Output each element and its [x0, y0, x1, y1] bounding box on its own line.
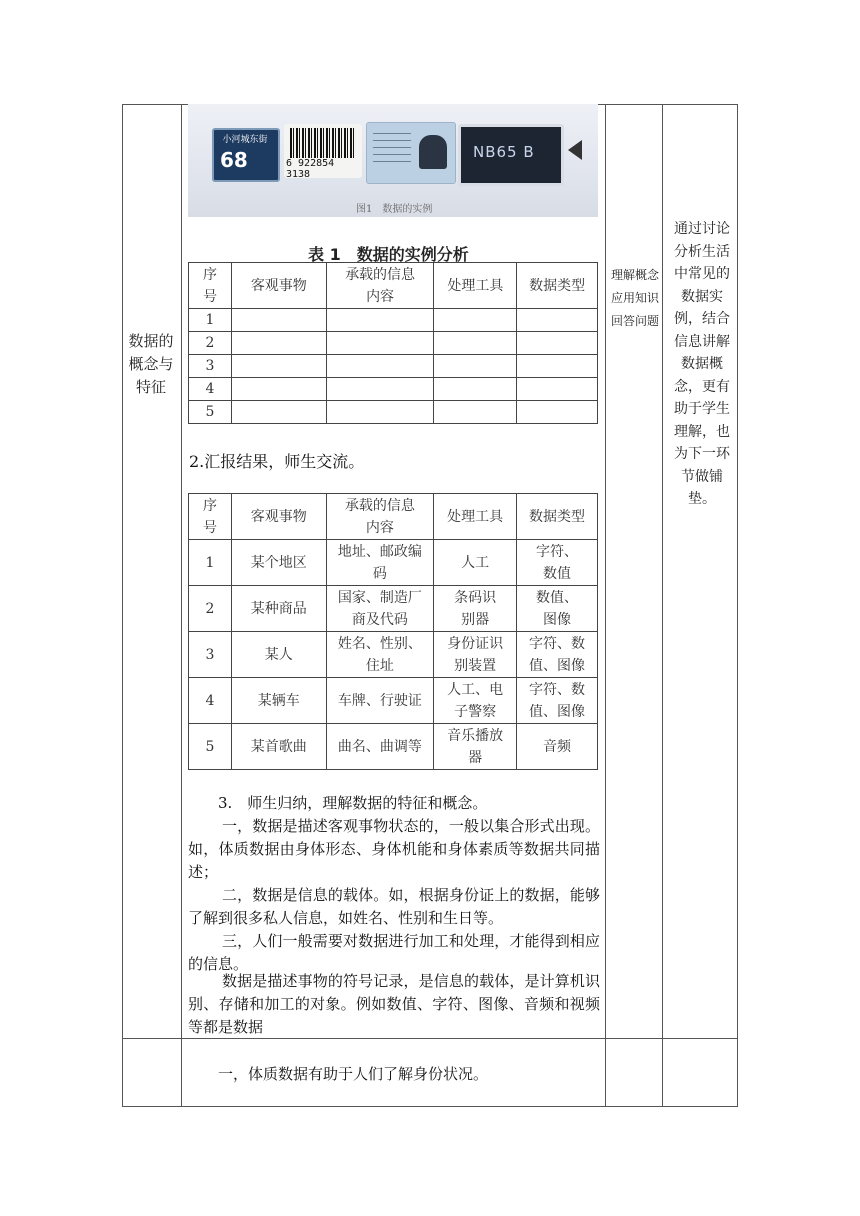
table2-header-object: 客观事物 [231, 494, 326, 540]
table2-cell-index: 4 [189, 678, 232, 724]
photo-caption: 图1 数据的实例 [356, 204, 433, 215]
table1-header-type: 数据类型 [517, 263, 598, 309]
table1-cell [517, 332, 598, 355]
table1-cell [434, 309, 517, 332]
table2-cell-type: 字符、数值、图像 [517, 632, 598, 678]
id-card-portrait [419, 135, 447, 169]
table1-row-index: 2 [189, 332, 232, 355]
outer-col-divider-3 [662, 104, 663, 1107]
table2-cell-type: 音频 [517, 724, 598, 770]
table1 [188, 262, 598, 424]
table2-cell-tool: 音乐播放器 [434, 724, 517, 770]
table2-header-type: 数据类型 [517, 494, 598, 540]
outer-col-divider-1 [181, 104, 182, 1107]
table2-cell-tool: 条码识别器 [434, 586, 517, 632]
outer-left-border [122, 104, 123, 1107]
table2-cell-object: 某辆车 [231, 678, 326, 724]
section3-point-2: 二，数据是信息的载体。如，根据身份证上的数据，能够了解到很多私人信息，如姓名、性别和生日等。 [188, 886, 600, 927]
table2-cell-index: 1 [189, 540, 232, 586]
table2-cell-type: 数值、图像 [517, 586, 598, 632]
section3-heading: 3. 师生归纳，理解数据的特征和概念。 [218, 794, 488, 812]
table2-cell-info: 国家、制造厂商及代码 [326, 586, 434, 632]
table1-cell [434, 332, 517, 355]
design-intent-text: 通过讨论分析生活中常见的数据实例，结合信息讲解数据概念，更有助于学生理解，也为下一环节做铺垫。 [674, 221, 730, 507]
table1-header-info: 承载的信息内容 [326, 263, 434, 309]
table1-cell [231, 332, 326, 355]
house-sign-street: 小河城东街 [222, 135, 268, 145]
table2-cell-tool: 人工、电子警察 [434, 678, 517, 724]
section2-heading: 2.汇报结果，师生交流。 [189, 452, 365, 471]
speaker-icon [568, 140, 582, 160]
table1-cell [434, 355, 517, 378]
table1-title: 表 1 数据的实例分析 [308, 245, 469, 264]
table1-cell [517, 378, 598, 401]
activity-label: 理解概念应用知识回答问题 [610, 268, 659, 328]
license-plate [458, 124, 564, 186]
table2 [188, 493, 598, 770]
table2-header-index: 序号 [189, 494, 232, 540]
table2-header-tool: 处理工具 [434, 494, 517, 540]
table1-cell [231, 355, 326, 378]
table1-cell [326, 309, 434, 332]
section3-point-1: 一，数据是描述客观事物状态的，一般以集合形式出现。如，体质数据由身体形态、身体机能和身体素质等数据共同描述； [188, 817, 600, 881]
table2-cell-object: 某种商品 [231, 586, 326, 632]
table2-cell-object: 某人 [231, 632, 326, 678]
table2-header-info: 承载的信息内容 [326, 494, 434, 540]
section3-data-definition: 数据是描述事物的符号记录，是信息的载体，是计算机识别、存储和加工的对象。例如数值、字符、图像、音频和视频等都是数据 [188, 972, 600, 1036]
table1-row-index: 5 [189, 401, 232, 424]
id-card [366, 122, 456, 184]
table2-cell-index: 3 [189, 632, 232, 678]
table1-cell [517, 355, 598, 378]
table2-cell-index: 2 [189, 586, 232, 632]
table2-cell-tool: 人工 [434, 540, 517, 586]
table2-cell-type: 字符、数值、图像 [517, 678, 598, 724]
table2-cell-info: 车牌、行驶证 [326, 678, 434, 724]
table1-row-index: 4 [189, 378, 232, 401]
table1-cell [231, 309, 326, 332]
house-sign-number: 68 [220, 148, 248, 172]
table1-cell [326, 355, 434, 378]
table2-cell-type: 字符、数值 [517, 540, 598, 586]
table2-cell-index: 5 [189, 724, 232, 770]
table1-cell [517, 309, 598, 332]
table2-cell-object: 某首歌曲 [231, 724, 326, 770]
table2-cell-tool: 身份证识别装置 [434, 632, 517, 678]
table1-cell [326, 401, 434, 424]
barcode-label [284, 124, 362, 178]
section-topic-label: 数据的概念与特征 [128, 332, 174, 396]
barcode-number: 6 922854 3138 [286, 158, 335, 180]
outer-right-border [737, 104, 738, 1107]
table1-header-object: 客观事物 [231, 263, 326, 309]
table1-cell [517, 401, 598, 424]
row2-note: 一，体质数据有助于人们了解身份状况。 [218, 1065, 489, 1083]
id-card-text-lines [373, 133, 411, 167]
table1-cell [231, 401, 326, 424]
table1-cell [231, 378, 326, 401]
table2-cell-info: 地址、邮政编码 [326, 540, 434, 586]
table1-cell [326, 332, 434, 355]
table1-row-index: 3 [189, 355, 232, 378]
barcode-bars [290, 128, 356, 158]
outer-col-divider-2 [605, 104, 606, 1107]
table1-cell [326, 378, 434, 401]
table1-cell [434, 378, 517, 401]
plate-number: NB65 B [473, 143, 535, 161]
section3-point-3: 三，人们一般需要对数据进行加工和处理，才能得到相应的信息。 [188, 932, 600, 973]
table2-cell-info: 曲名、曲调等 [326, 724, 434, 770]
house-number-sign [212, 128, 280, 182]
table2-cell-info: 姓名、性别、住址 [326, 632, 434, 678]
table1-cell [434, 401, 517, 424]
table2-cell-object: 某个地区 [231, 540, 326, 586]
table1-header-tool: 处理工具 [434, 263, 517, 309]
table1-row-index: 1 [189, 309, 232, 332]
table1-header-index: 序号 [189, 263, 232, 309]
data-examples-photo [188, 104, 598, 217]
outer-bottom-border [122, 1106, 738, 1107]
